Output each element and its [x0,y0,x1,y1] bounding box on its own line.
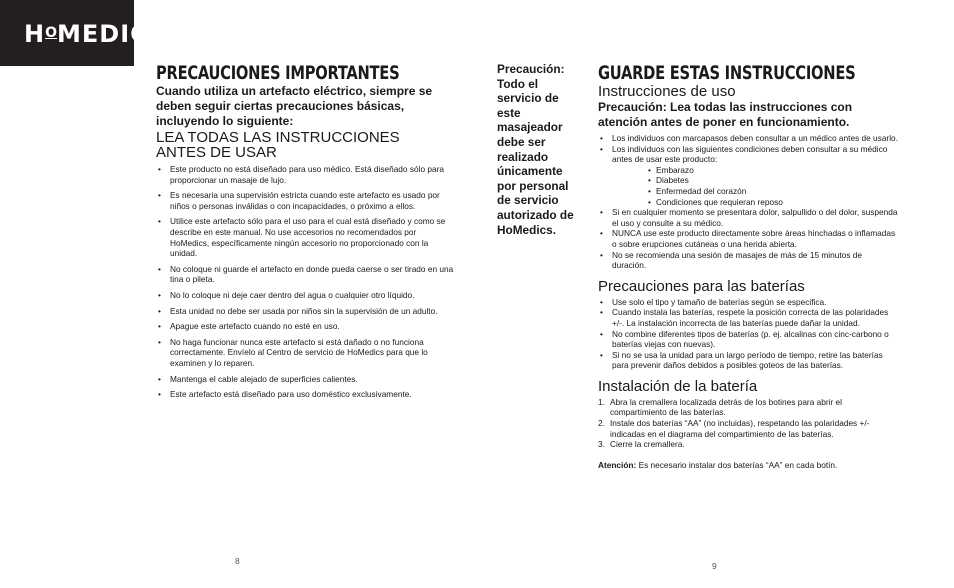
install-step [598,418,898,439]
page-number-left: 8 [235,556,240,566]
install-step [598,397,898,418]
usage-item: • Si en cualquier momento se presentara dolor, salpullido o del dolor, suspenda el uso y consulte a su médico. [598,207,898,228]
usage-intro: Precaución: Lea todas las instrucciones con atención antes de poner en funcionamiento. [598,100,853,129]
precautions-list [156,164,456,400]
step-text: Instale dos baterías “AA” (no incluidas), respetando las polaridades +/- indicadas en el diagrama del compartimiento de las baterías. [610,418,870,439]
precaution-item: • Esta unidad no debe ser usada por niños sin la supervisión de un adulto. [156,306,456,317]
battery-list [598,297,898,371]
precaution-item: • Este artefacto está diseñado para uso doméstico exclusivamente. [156,389,456,400]
usage-item: • No se recomienda una sesión de masajes de más de 15 minutos de duración. [598,250,898,271]
brand-logo: $H^OMEDICS$ [24,20,168,48]
usage-heading: Instrucciones de uso [598,83,736,100]
precaution-item: • Este producto no está diseñado para uso médico. Está diseñado sólo para proporcionar un masaje de lujo. [156,164,456,185]
battery-heading: Precauciones para las baterías [598,277,805,295]
condition-item: • Condiciones que requieran reposo [648,197,898,208]
attention-note [598,460,898,471]
brand-logo-box [0,0,168,66]
usage-item: • NUNCA use este producto directamente sobre áreas hinchadas o inflamadas o sobre erupciones cutáneas o una herida abierta. [598,228,898,249]
battery-item: • Si no se usa la unidad para un largo período de tiempo, retire las baterías para prevenir daños debidos a posibles goteos de las baterías. [598,350,898,371]
condition-item: • Diabetes [648,175,898,186]
usage-list-b [598,207,898,271]
conditions-list [598,165,898,207]
precaution-item: • Es necesaria una supervisión estricta cuando este artefacto es usado por niños o personas inválidas o con incapacidades, o próximo a ellos. [156,190,456,211]
install-step [598,439,898,450]
attention-text: Es necesario instalar dos baterías “AA” en cada botín. [636,459,838,470]
precaution-item: • No haga funcionar nunca este artefacto si está dañado o no funciona correctamente. Envíelo al Centro de servicio de HoMedics para que lo examinen y lo reparen. [156,337,456,369]
condition-item: • Embarazo [648,165,898,176]
step-number: 1. [598,396,605,407]
battery-item: • No combine diferentes tipos de baterías (p. ej. alcalinas con cinc-carbono o baterías viejas con nuevas). [598,329,898,350]
step-text: Cierre la cremallera. [610,439,685,450]
middle-column [497,62,583,237]
attention-label: Atención: [598,459,637,470]
step-number: 3. [598,439,605,450]
precaution-item: • No lo coloque ni deje caer dentro del agua o cualquier otro líquido. [156,290,456,301]
left-column [156,62,456,405]
precaution-item: • Utilice este artefacto sólo para el uso para el cual está diseñado y como se describe en este manual. No use accesorios no recomendados por HoMedics, específicamente ningún accesorio no proporcionado con la unidad. [156,216,456,258]
condition-item: • Enfermedad del corazón [648,186,898,197]
precaution-item: • Mantenga el cable alejado de superficies calientes. [156,374,456,385]
save-instructions-title: GUARDE ESTAS INSTRUCCIONES [598,62,856,84]
intro-text: Cuando utiliza un artefacto eléctrico, siempre se deben seguir ciertas precauciones básicas, incluyendo lo siguiente: [156,84,433,128]
read-instructions-heading: LEA TODAS LAS INSTRUCCIONES ANTES DE USAR [156,129,400,161]
service-caution: Precaución: Todo el servicio de este masajeador debe ser realizado únicamente por personal de servicio autorizado de HoMedics. [497,62,574,237]
install-heading: Instalación de la batería [598,377,758,395]
page-number-right: 9 [712,561,717,571]
precaution-item: • No coloque ni guarde el artefacto en donde pueda caerse o ser tirado en una tina o pileta. [156,264,456,285]
right-column [598,62,898,470]
step-number: 2. [598,418,605,429]
usage-item: • Los individuos con las siguientes condiciones deben consultar a su médico antes de usar este producto: [598,144,898,165]
usage-list-a [598,133,898,165]
step-text: Abra la cremallera localizada detrás de los botines para abrir el compartimiento de las baterías. [610,396,842,418]
install-steps [598,397,898,450]
usage-item: • Los individuos con marcapasos deben consultar a un médico antes de usarlo. [598,133,898,144]
battery-item: • Use solo el tipo y tamaño de baterías según se especifica. [598,297,898,308]
precaution-item: • Apague este artefacto cuando no esté en uso. [156,321,456,332]
battery-item: • Cuando instala las baterías, respete la posición correcta de las polaridades +/-. La instalación incorrecta de las baterías puede dañar la unidad. [598,307,898,328]
important-precautions-title: PRECAUCIONES IMPORTANTES [156,62,400,84]
